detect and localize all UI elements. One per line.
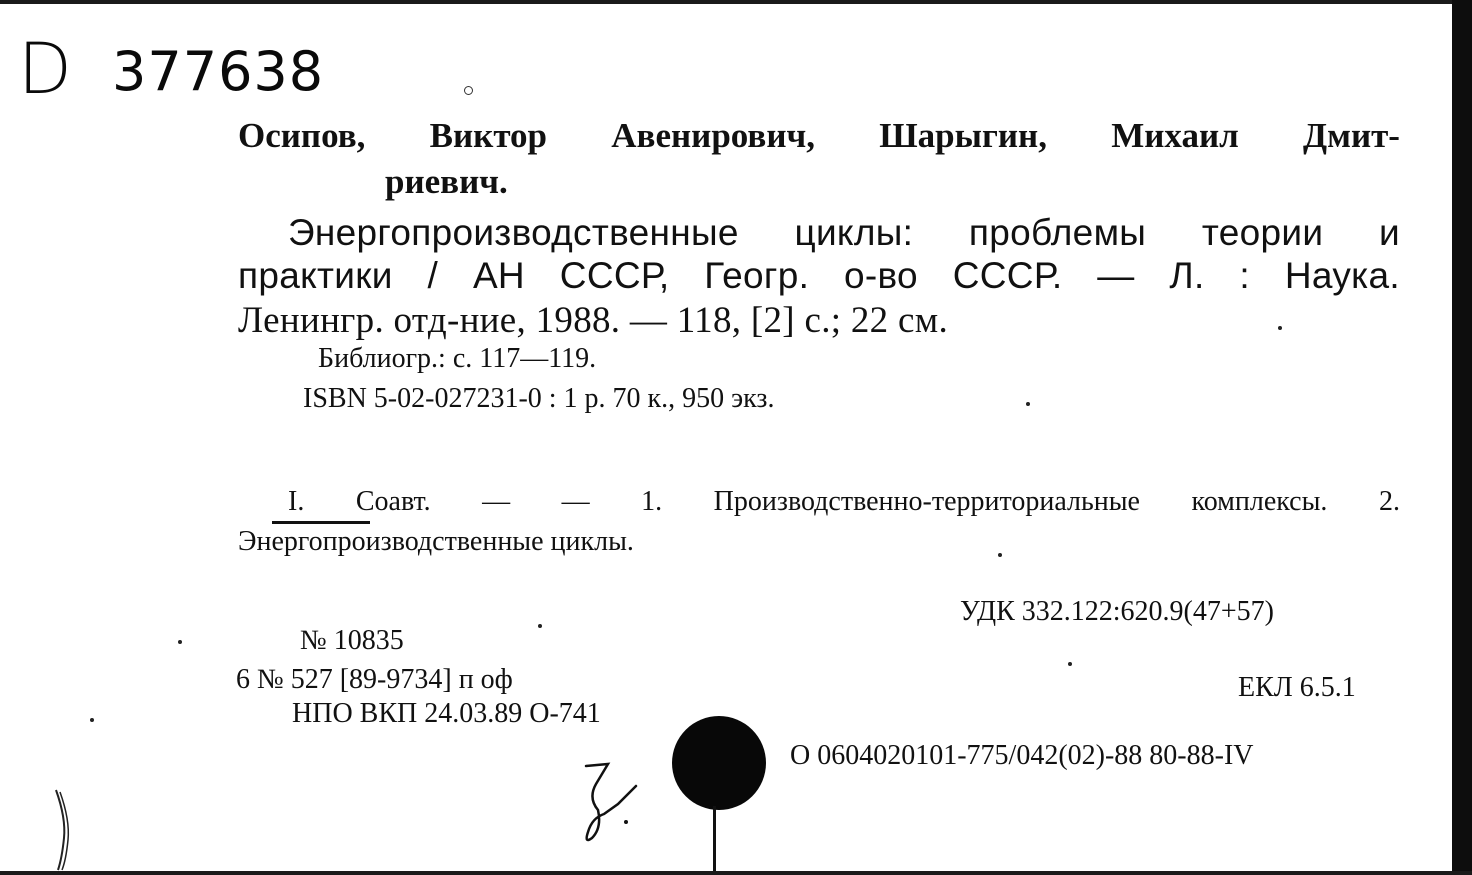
udk-code: УДК 332.122:620.9(47+57) [960, 596, 1274, 627]
subjects-line-2: Энергопроизводственные циклы. [238, 526, 634, 557]
inventory-number: № 10835 [300, 625, 404, 656]
subject-word: Соавт. [355, 486, 431, 517]
subject-word: комплексы. [1191, 486, 1328, 517]
author-word: Дмит- [1303, 116, 1400, 155]
ekl-code: ЕКЛ 6.5.1 [1238, 672, 1356, 703]
subject-word: Производственно-территориальные [713, 486, 1140, 517]
title-word: АН [472, 255, 525, 296]
hand-underline-mark [272, 521, 370, 524]
card-top-edge [0, 0, 1472, 4]
call-letter: D [18, 28, 70, 110]
title-word: проблемы [968, 212, 1147, 253]
ink-speck [90, 718, 94, 722]
title-word: Геогр. [704, 255, 810, 296]
author-word: Виктор [429, 116, 548, 155]
author-line-2: риевич. [385, 162, 508, 201]
title-line-3: Ленингр. отд-ние, 1988. — 118, [2] с.; 22 см. [238, 300, 949, 341]
subject-word: 1. [641, 486, 663, 517]
title-word: Энергопроизводственные [288, 212, 739, 253]
punch-slot-line [713, 806, 716, 871]
title-line-1 [288, 212, 1400, 254]
ink-speck [1068, 662, 1072, 666]
title-word: о-во [844, 255, 918, 296]
author-line-1 [238, 116, 1400, 156]
title-word: СССР. [952, 255, 1063, 296]
card-bottom-edge [0, 871, 1472, 875]
author-word: Шарыгин, [879, 116, 1047, 155]
author-word: Авенирович, [611, 116, 815, 155]
punch-hole [672, 716, 766, 810]
title-word: Л. [1169, 255, 1205, 296]
ink-speck [178, 640, 182, 644]
title-word: / [427, 255, 439, 296]
catalog-code: О 0604020101-775/042(02)-88 80-88-IV [790, 740, 1254, 771]
ink-speck [1026, 402, 1030, 406]
ink-speck [538, 624, 542, 628]
edge-pencil-stroke [52, 788, 76, 872]
subject-word: 2. [1378, 486, 1400, 517]
title-word: Наука. [1284, 255, 1400, 296]
author-word: Михаил [1111, 116, 1239, 155]
subject-word: I. [288, 486, 305, 517]
title-word: теории [1201, 212, 1324, 253]
title-word: и [1378, 212, 1400, 253]
title-word: циклы: [794, 212, 914, 253]
title-word: практики [238, 255, 393, 296]
title-word: : [1239, 255, 1251, 296]
call-number: 377638 [112, 40, 325, 103]
bibliography-note: Библиогр.: с. 117—119. [318, 343, 597, 374]
ink-speck [998, 553, 1002, 557]
npo-imprint: НПО ВКП 24.03.89 О-741 [292, 698, 601, 729]
title-word: — [1097, 255, 1135, 296]
title-line-2 [238, 255, 1400, 297]
title-word: СССР, [559, 255, 670, 296]
ink-speck [1278, 326, 1282, 330]
author-word: Осипов, [238, 116, 366, 155]
order-number: 6 № 527 [89-9734] п оф [236, 664, 513, 695]
subject-word: — [561, 486, 590, 517]
isbn-price-line: ISBN 5-02-027231-0 : 1 р. 70 к., 950 экз. [303, 383, 775, 414]
card-right-edge [1452, 0, 1472, 875]
subject-word: — [482, 486, 511, 517]
ink-ring-mark [464, 86, 473, 95]
handwritten-initial-mark [578, 758, 658, 848]
subjects-line-1 [288, 486, 1400, 518]
